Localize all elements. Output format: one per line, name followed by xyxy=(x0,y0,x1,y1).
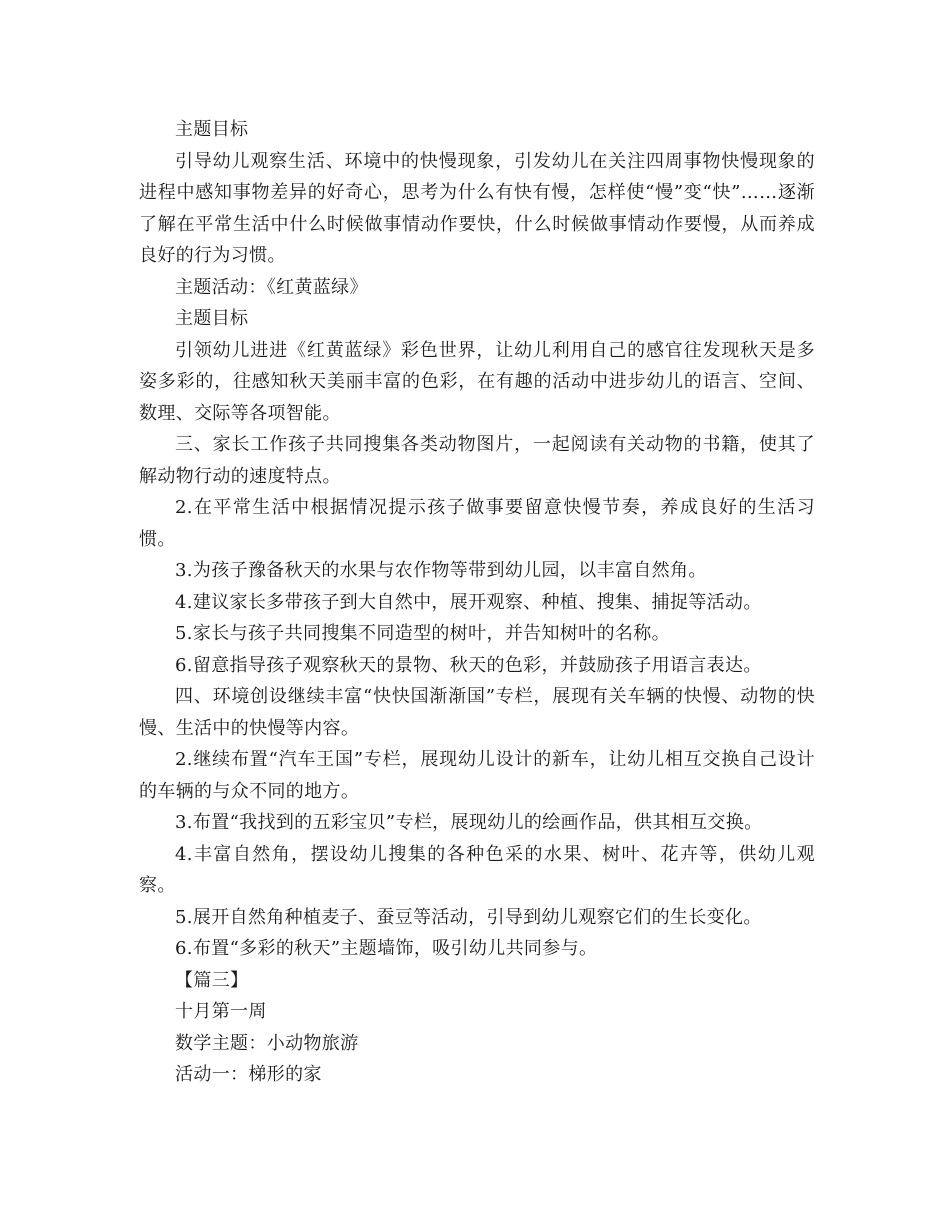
paragraph-theme-goal-1-text: 引导幼儿观察生活、环境中的快慢现象，引发幼儿在关注四周事物快慢现象的进程中感知事物差异的好奇心，思考为什么有快有慢，怎样使“慢”变“快”……逐渐了解在平常生活中什么时候做事情动作要快，什么时候做事情动作要慢，从而养成良好的行为习惯。 xyxy=(139,150,815,266)
paragraph-week-title: 十月第一周 xyxy=(175,1001,267,1022)
paragraph-environment-item-2: 2.继续布置“汽车王国”专栏，展现幼儿设计的新车，让幼儿相互交换自己设计的车辆的与众不同的地方。 xyxy=(139,749,815,802)
paragraph-environment-item-6: 6.布置“多彩的秋天”主题墙饰，吸引幼儿共同参与。 xyxy=(175,938,598,959)
paragraph-parent-item-4: 4.建议家长多带孩子到大自然中，展开观察、种植、搜集、捕捉等活动。 xyxy=(175,591,762,613)
section-heading-part-three: 【篇三】 xyxy=(175,969,249,991)
paragraph-theme-goal-1: 主题目标 xyxy=(175,119,249,140)
paragraph-activity-one: 活动一：梯形的家 xyxy=(175,1064,322,1085)
paragraph-parent-item-6: 6.留意指导孩子观察秋天的景物、秋天的色彩，并鼓励孩子用语言表达。 xyxy=(175,654,762,676)
paragraph-parent-item-5: 5.家长与孩子共同搜集不同造型的树叶，并告知树叶的名称。 xyxy=(175,623,670,644)
paragraph-parent-item-3: 3.为孩子豫备秋天的水果与农作物等带到幼儿园，以丰富自然角。 xyxy=(175,560,707,581)
paragraph-parent-work: 三、家长工作孩子共同搜集各类动物图片，一起阅读有关动物的书籍，使其了解动物行动的速度特点。 xyxy=(139,434,815,487)
document-body xyxy=(139,114,815,1091)
paragraph-theme-activity: 主题活动：《红黄蓝绿》 xyxy=(175,276,368,298)
paragraph-theme-goal-2: 主题目标 xyxy=(175,308,249,329)
paragraph-theme-goal-2-text: 引领幼儿进进《红黄蓝绿》彩色世界，让幼儿利用自己的感官往发现秋天是多姿多彩的，往感知秋天美丽丰富的色彩，在有趣的活动中进步幼儿的语言、空间、数理、交际等各项智能。 xyxy=(139,339,815,424)
paragraph-environment-item-5: 5.展开自然角种植麦子、蚕豆等活动，引导到幼儿观察它们的生长变化。 xyxy=(175,906,762,928)
paragraph-parent-item-2: 2.在平常生活中根据情况提示孩子做事要留意快慢节奏，养成良好的生活习惯。 xyxy=(139,497,815,550)
paragraph-environment: 四、环境创设继续丰富“快快国渐渐国”专栏，展现有关车辆的快慢、动物的快慢、生活中的快慢等内容。 xyxy=(139,686,815,739)
paragraph-math-theme: 数学主题：小动物旅游 xyxy=(175,1032,359,1054)
paragraph-environment-item-4: 4.丰富自然角，摆设幼儿搜集的各种色采的水果、树叶、花卉等，供幼儿观察。 xyxy=(139,843,815,896)
paragraph-environment-item-3: 3.布置“我找到的五彩宝贝”专栏，展现幼儿的绘画作品，供其相互交换。 xyxy=(175,812,763,833)
